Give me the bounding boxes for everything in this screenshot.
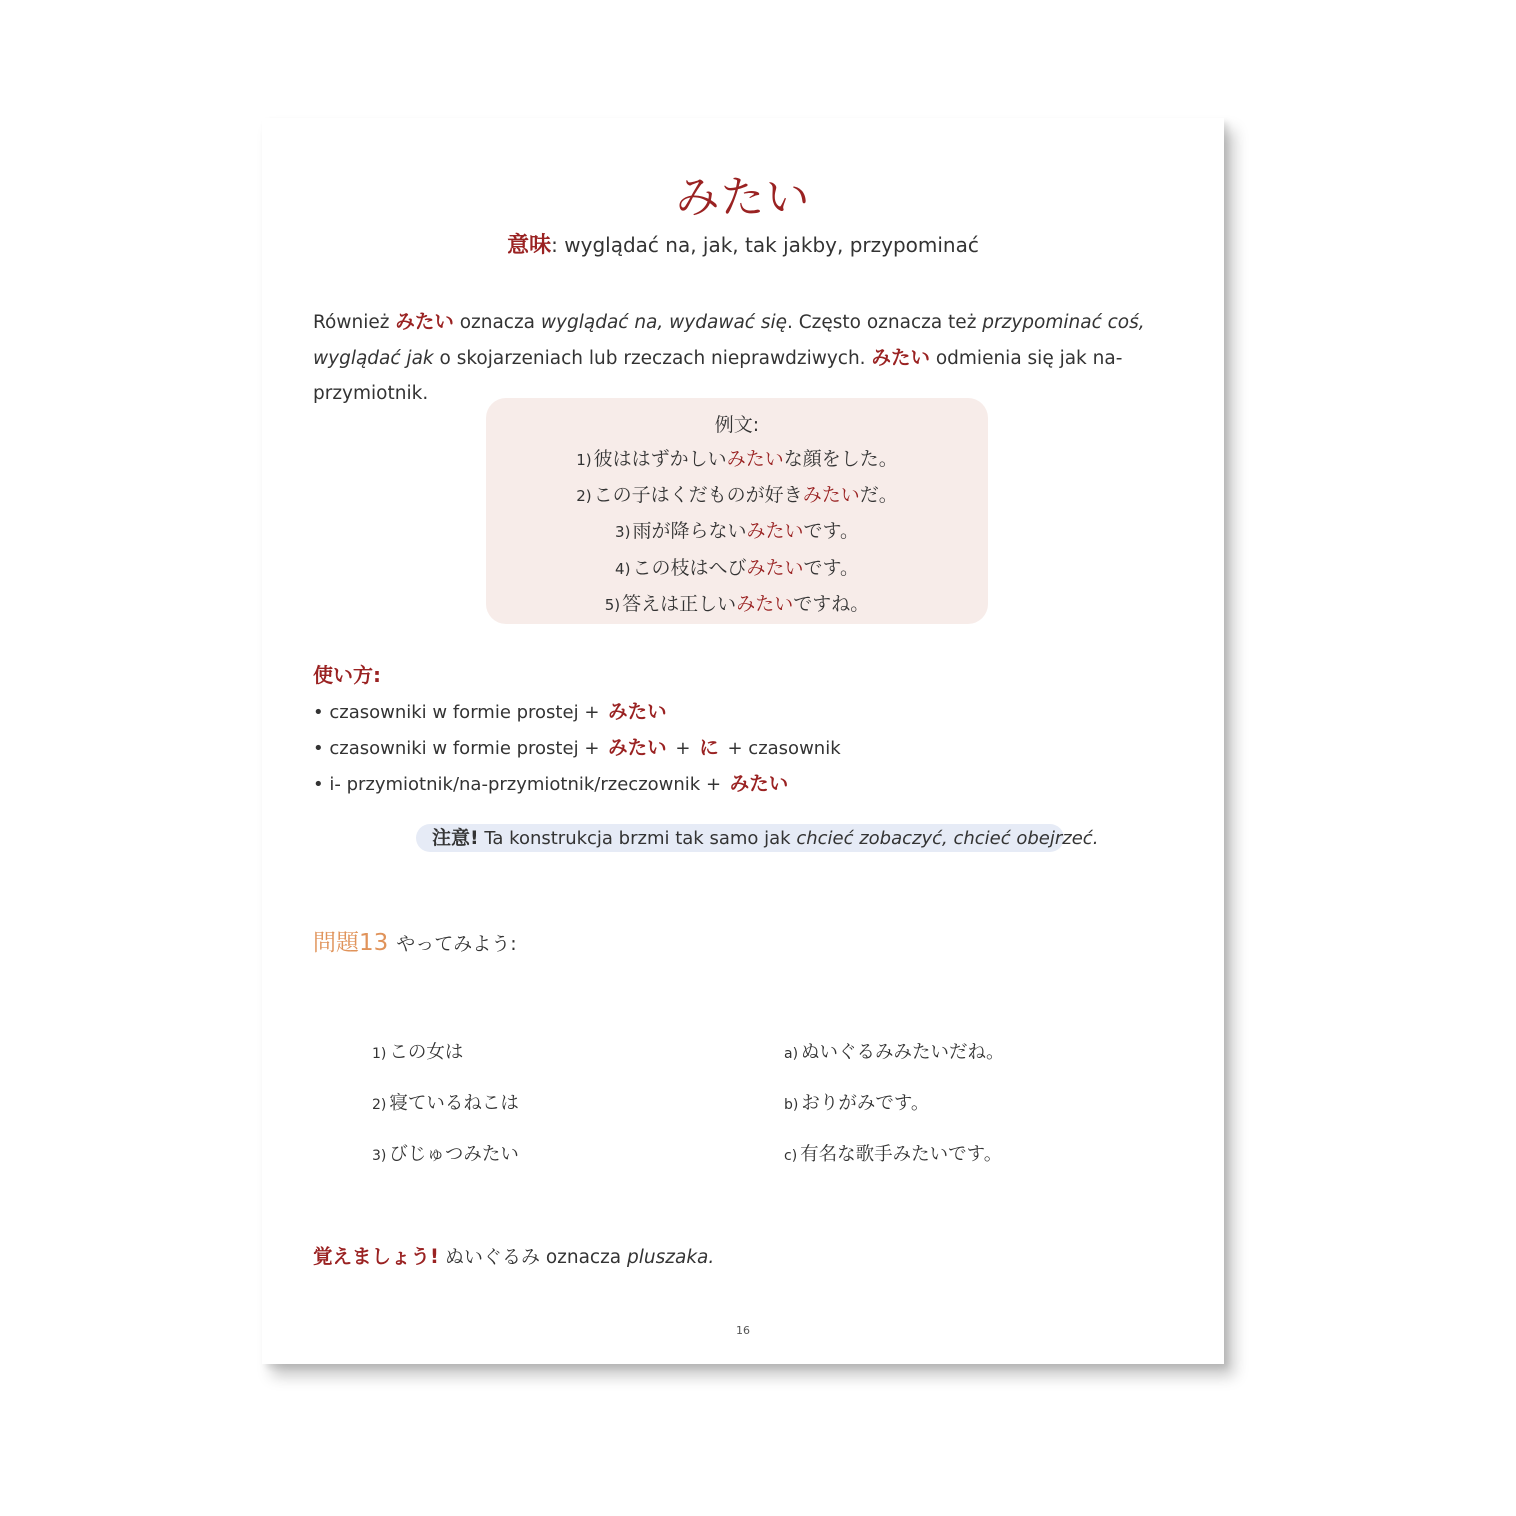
example-sentence [486,478,988,514]
intro-text-3: . Często oznacza też [787,312,983,333]
plus-sign: + [705,774,722,795]
intro-text-1: Również [313,312,396,333]
remember-jp: ぬいぐるみ [438,1246,540,1268]
example-highlight: みたい [736,592,794,615]
example-pre: この子はくだものが好き [593,484,803,507]
usage-text: czasownik [748,738,841,759]
exercise-item-num: a) [784,1046,799,1062]
exercise-item-text: びじゅつみたい [389,1144,519,1165]
example-num: 1) [576,451,592,469]
usage-text: czasowniki w formie prostej [329,702,579,723]
meaning-label: 意味 [507,233,552,258]
usage-item [313,730,841,766]
example-highlight: みたい [802,484,860,507]
example-sentence [486,442,988,478]
exercise-right-column [784,1036,1005,1189]
usage-jp: に [699,736,719,759]
remember-italic: pluszaka. [627,1247,715,1268]
exercise-item [784,1087,1005,1138]
examples-header: 例文: [714,414,760,436]
remember-label: 覚えましょう! [313,1245,439,1268]
exercise-item-text: この女は [389,1042,464,1063]
plus-sign: + [675,738,691,759]
example-sentence [486,551,988,587]
example-pre: 答えは正しい [622,592,737,615]
bullet: • [313,774,324,795]
exercise-item-num: 2) [372,1097,387,1113]
example-sentence [486,514,988,550]
plus-sign: + [727,738,743,759]
example-pre: この枝はへび [632,556,747,579]
intro-italic-2: przypominać coś, wyglądać jak [313,312,1145,369]
exercise-item-num: 1) [372,1046,387,1062]
exercise-number: 問題13 [313,930,389,956]
exercise-item-text: 寝ているねこは [389,1093,519,1114]
example-post: な顔をした。 [783,448,898,470]
book-page [262,118,1224,1364]
exercise-item [372,1138,519,1189]
example-highlight: みたい [726,448,784,470]
bullet: • [313,738,324,759]
exercise-item-text: ぬいぐるみみたいだね。 [801,1042,1005,1063]
example-post: です。 [803,556,859,579]
intro-text-4: o skojarzeniach lub rzeczach nieprawdziwych. [433,348,872,369]
plus-sign: + [584,702,600,723]
exercise-left-column [372,1036,519,1189]
note-text: Ta konstrukcja brzmi tak samo jak [478,828,797,849]
exercise-item-text: おりがみです。 [801,1093,930,1114]
usage-jp: みたい [608,700,667,723]
page-title: みたい [675,172,811,223]
exercise-item-text: 有名な歌手みたいです。 [800,1144,1003,1165]
example-highlight: みたい [746,556,804,579]
example-sentences-box [486,398,988,624]
remember-text: oznacza [539,1247,628,1268]
intro-italic-1: wyglądać na, wydawać się [540,312,787,333]
example-sentence [486,587,988,623]
usage-list [313,694,841,802]
example-post: です。 [803,520,859,543]
bullet: • [313,702,324,723]
example-pre: 彼ははずかしい [593,448,727,470]
exercise-item-num: b) [784,1097,799,1113]
meaning-sep: : [551,233,558,257]
usage-item [313,766,841,802]
example-num: 5) [604,595,621,614]
intro-text-5: odmienia się jak na-przymiotnik. [313,348,1123,404]
exercise-header [313,926,517,961]
intro-text-2: oznacza [453,312,541,333]
example-num: 4) [615,559,631,578]
exercise-instruction: やってみよう: [396,933,517,955]
meaning-line [262,230,1224,261]
usage-jp: みたい [729,772,789,795]
usage-text: i- przymiotnik/na-przymiotnik/rzeczownik [329,774,701,795]
usage-text: czasowniki w formie prostej [329,738,579,759]
usage-header: 使い方: [313,663,381,687]
intro-jp-2: みたい [871,346,930,369]
note-label: 注意! [432,827,479,849]
example-pre: 雨が降らない [632,520,747,543]
remember-line [313,1240,714,1275]
usage-jp: みたい [608,736,667,759]
exercise-item-num: c) [784,1148,798,1164]
example-highlight: みたい [746,520,804,543]
usage-item [313,694,841,730]
note-box [416,824,1099,852]
note-italic: chcieć zobaczyć, chcieć obejrzeć. [796,828,1099,849]
example-post: ですね。 [793,592,870,615]
example-num: 3) [615,523,631,542]
page-number: 16 [736,1324,750,1337]
plus-sign: + [584,738,600,759]
intro-jp-1: みたい [395,310,454,333]
example-num: 2) [576,487,592,506]
exercise-item [372,1036,519,1087]
exercise-item [784,1036,1005,1087]
meaning-text: wyglądać na, jak, tak jakby, przypominać [557,233,979,257]
exercise-item [372,1087,519,1138]
exercise-item [784,1138,1005,1189]
intro-paragraph [313,304,1193,411]
example-post: だ。 [859,484,898,507]
exercise-item-num: 3) [372,1148,387,1164]
